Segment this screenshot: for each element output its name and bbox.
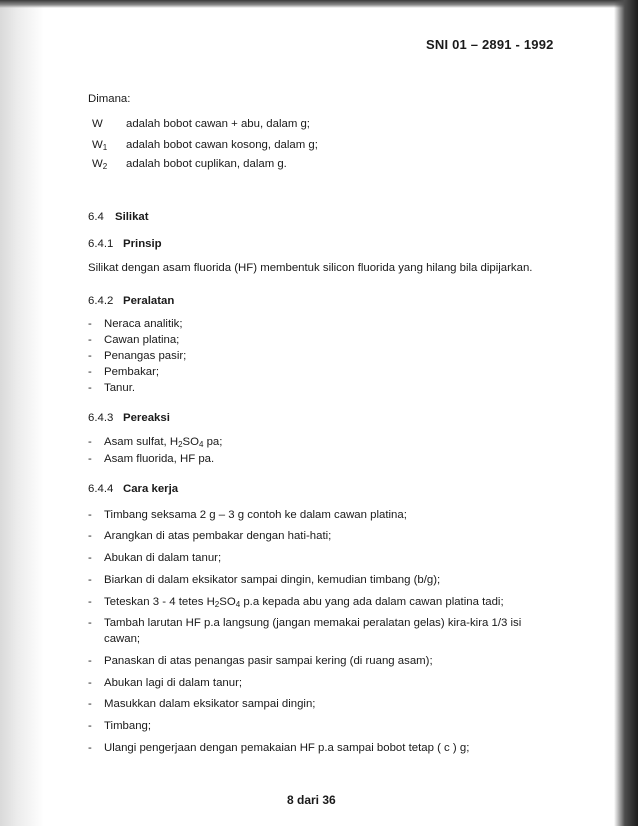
scan-shadow-left (0, 0, 44, 826)
list-item: Asam sulfat, $H_2SO_4$ pa; (104, 436, 223, 449)
where-label: Dimana: (88, 93, 131, 105)
procedure-step: Masukkan dalam eksikator sampai dingin; (104, 698, 316, 710)
procedure-step: Abukan lagi di dalam tanur; (104, 677, 243, 689)
procedure-step: Biarkan di dalam eksikator sampai dingin, kemudian timbang (b/g); (104, 574, 441, 586)
step-bullet: - (88, 655, 92, 667)
procedure-step: Panaskan di atas penangas pasir sampai kering (di ruang asam); (104, 655, 433, 667)
step-bullet: - (88, 677, 92, 689)
scan-shadow-right (614, 0, 638, 826)
section-number: 6.4 (88, 211, 104, 223)
standard-code: SNI 01 – 2891 - 1992 (426, 37, 554, 52)
list-item: Pembakar; (104, 366, 160, 378)
procedure-step: Timbang seksama 2 g – 3 g contoh ke dalam cawan platina; (104, 509, 407, 521)
step-bullet: - (88, 509, 92, 521)
step-bullet: - (88, 530, 92, 542)
procedure-step: Ulangi pengerjaan dengan pemakaian HF p.a sampai bobot tetap ( c ) g; (104, 742, 470, 754)
procedure-step: Tambah larutan HF p.a langsung (jangan memakai peralatan gelas) kira-kira 1/3 isi (104, 617, 522, 629)
subsection-number: 6.4.3 (88, 412, 114, 424)
step-bullet: - (88, 617, 92, 629)
list-item: Neraca analitik; (104, 318, 183, 330)
subsection-number: 6.4.2 (88, 295, 114, 307)
subsection-title: Prinsip (123, 238, 162, 250)
step-bullet: - (88, 720, 92, 732)
list-bullet: - (88, 334, 92, 346)
page-number: 8 dari 36 (287, 793, 336, 807)
procedure-step: Abukan di dalam tanur; (104, 552, 222, 564)
procedure-step: Teteskan 3 - 4 tetes $H_2SO_4$ p.a kepada abu yang ada dalam cawan platina tadi; (104, 596, 504, 609)
variable-symbol: $W_1$ (92, 139, 108, 152)
step-bullet: - (88, 742, 92, 754)
list-item: Cawan platina; (104, 334, 180, 346)
variable-symbol: W (92, 118, 103, 130)
step-bullet: - (88, 698, 92, 710)
procedure-step-continuation: cawan; (104, 633, 141, 645)
list-item: Asam fluorida, HF pa. (104, 453, 215, 465)
list-bullet: - (88, 350, 92, 362)
paragraph: Silikat dengan asam fluorida (HF) membentuk silicon fluorida yang hilang bila dipijarkan. (88, 262, 533, 274)
scan-shadow-top (0, 0, 638, 8)
list-item: Tanur. (104, 382, 136, 394)
procedure-step: Timbang; (104, 720, 152, 732)
section-title: Silikat (115, 211, 149, 223)
variable-description: adalah bobot cuplikan, dalam g. (126, 158, 287, 170)
list-item: Penangas pasir; (104, 350, 187, 362)
variable-description: adalah bobot cawan kosong, dalam g; (126, 139, 318, 151)
subsection-number: 6.4.1 (88, 238, 114, 250)
list-bullet: - (88, 453, 92, 465)
list-bullet: - (88, 318, 92, 330)
subsection-title: Peralatan (123, 295, 175, 307)
step-bullet: - (88, 574, 92, 586)
subsection-title: Pereaksi (123, 412, 170, 424)
list-bullet: - (88, 436, 92, 448)
step-bullet: - (88, 596, 92, 608)
list-bullet: - (88, 366, 92, 378)
procedure-step: Arangkan di atas pembakar dengan hati-hati; (104, 530, 332, 542)
variable-symbol: $W_2$ (92, 158, 108, 171)
step-bullet: - (88, 552, 92, 564)
list-bullet: - (88, 382, 92, 394)
variable-description: adalah bobot cawan + abu, dalam g; (126, 118, 310, 130)
subsection-number: 6.4.4 (88, 483, 114, 495)
subsection-title: Cara kerja (123, 483, 179, 495)
